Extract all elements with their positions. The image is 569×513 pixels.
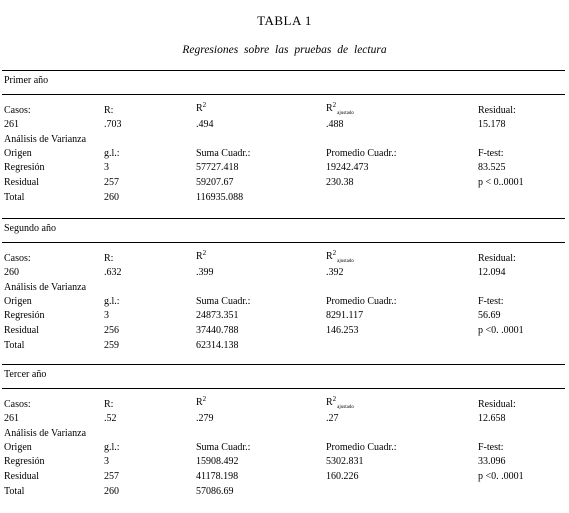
gl-header: g.l.: — [104, 442, 120, 453]
r-squared-adjusted-value: .27 — [326, 413, 339, 424]
residual-promedio: 230.38 — [326, 177, 354, 188]
r-squared-exponent: 2 — [332, 101, 337, 109]
promedio-header: Promedio Cuadr.: — [326, 296, 397, 307]
regresion-suma: 57727.418 — [196, 162, 239, 173]
ftest-header: F-test: — [478, 442, 504, 453]
r-squared-base: R — [196, 397, 203, 408]
regresion-label: Regresión — [4, 162, 45, 173]
total-suma: 62314.138 — [196, 340, 239, 351]
casos-label: Casos: — [4, 105, 31, 116]
residual-header-label: Residual: — [478, 399, 516, 410]
residual-row-label: Residual — [4, 177, 39, 188]
r-squared-exponent: 2 — [332, 249, 337, 257]
residual-gl: 257 — [104, 471, 119, 482]
r-squared-adjusted-subscript: ajustado — [337, 405, 354, 410]
r-squared-exponent: 2 — [332, 395, 337, 403]
residual-header-label: Residual: — [478, 105, 516, 116]
regresion-promedio: 5302.831 — [326, 456, 364, 467]
residual-gl: 257 — [104, 177, 119, 188]
section-title: Primer año — [4, 75, 49, 86]
casos-value: 261 — [4, 119, 19, 130]
r-squared-label — [196, 251, 206, 263]
r-squared-value: .494 — [196, 119, 214, 130]
anova-label: Análisis de Varianza — [4, 428, 87, 439]
total-label: Total — [4, 340, 25, 351]
residual-value: 12.658 — [478, 413, 506, 424]
gl-header: g.l.: — [104, 148, 120, 159]
r-value: .703 — [104, 119, 122, 130]
r-squared-adjusted-subscript: ajustado — [337, 259, 354, 264]
r-squared-adjusted-value: .488 — [326, 119, 344, 130]
residual-value: 15.178 — [478, 119, 506, 130]
total-gl: 260 — [104, 192, 119, 203]
r-squared-adjusted-subscript: ajustado — [337, 111, 354, 116]
promedio-header: Promedio Cuadr.: — [326, 148, 397, 159]
casos-value: 260 — [4, 267, 19, 278]
regresion-label: Regresión — [4, 456, 45, 467]
section-title: Segundo año — [4, 223, 56, 234]
r-squared-label — [196, 103, 206, 115]
r-label: R: — [104, 399, 114, 410]
suma-header: Suma Cuadr.: — [196, 296, 251, 307]
r-squared-adjusted-label — [326, 103, 354, 117]
residual-row-label: Residual — [4, 471, 39, 482]
gl-header: g.l.: — [104, 296, 120, 307]
total-gl: 259 — [104, 340, 119, 351]
origen-header: Origen — [4, 296, 32, 307]
r-value: .632 — [104, 267, 122, 278]
r-squared-value: .279 — [196, 413, 214, 424]
regresion-suma: 15908.492 — [196, 456, 239, 467]
residual-p: p <0. .0001 — [478, 325, 524, 336]
regresion-gl: 3 — [104, 310, 109, 321]
suma-header: Suma Cuadr.: — [196, 442, 251, 453]
regresion-gl: 3 — [104, 456, 109, 467]
regresion-f: 33.096 — [478, 456, 506, 467]
total-label: Total — [4, 486, 25, 497]
ftest-header: F-test: — [478, 296, 504, 307]
total-suma: 116935.088 — [196, 192, 244, 203]
r-squared-exponent: 2 — [202, 101, 207, 109]
r-squared-base: R — [326, 251, 333, 262]
ftest-header: F-test: — [478, 148, 504, 159]
residual-gl: 256 — [104, 325, 119, 336]
total-suma: 57086.69 — [196, 486, 234, 497]
residual-suma: 59207.67 — [196, 177, 234, 188]
casos-label: Casos: — [4, 253, 31, 264]
regresion-gl: 3 — [104, 162, 109, 173]
r-squared-base: R — [196, 103, 203, 114]
residual-suma: 37440.788 — [196, 325, 239, 336]
r-squared-exponent: 2 — [202, 249, 207, 257]
origen-header: Origen — [4, 442, 32, 453]
section-title: Tercer año — [4, 369, 47, 380]
section-header-rule — [2, 242, 565, 243]
casos-label: Casos: — [4, 399, 31, 410]
residual-suma: 41178.198 — [196, 471, 239, 482]
regresion-f: 56.69 — [478, 310, 501, 321]
r-squared-base: R — [326, 397, 333, 408]
r-squared-value: .399 — [196, 267, 214, 278]
regresion-promedio: 19242.473 — [326, 162, 369, 173]
total-label: Total — [4, 192, 25, 203]
r-label: R: — [104, 253, 114, 264]
residual-value: 12.094 — [478, 267, 506, 278]
regresion-f: 83.525 — [478, 162, 506, 173]
regresion-promedio: 8291.117 — [326, 310, 364, 321]
table-subtitle: Regresiones sobre las pruebas de lectura — [182, 44, 387, 56]
origen-header: Origen — [4, 148, 32, 159]
anova-label: Análisis de Varianza — [4, 134, 87, 145]
r-squared-adjusted-label — [326, 397, 354, 411]
casos-value: 261 — [4, 413, 19, 424]
section-header-rule — [2, 94, 565, 95]
anova-label: Análisis de Varianza — [4, 282, 87, 293]
r-squared-adjusted-value: .392 — [326, 267, 344, 278]
regresion-suma: 24873.351 — [196, 310, 239, 321]
suma-header: Suma Cuadr.: — [196, 148, 251, 159]
r-value: .52 — [104, 413, 117, 424]
r-squared-adjusted-label — [326, 251, 354, 265]
regresion-label: Regresión — [4, 310, 45, 321]
residual-row-label: Residual — [4, 325, 39, 336]
r-squared-base: R — [196, 251, 203, 262]
residual-p: p <0. .0001 — [478, 471, 524, 482]
residual-p: p < 0..0001 — [478, 177, 524, 188]
promedio-header: Promedio Cuadr.: — [326, 442, 397, 453]
total-gl: 260 — [104, 486, 119, 497]
r-squared-base: R — [326, 103, 333, 114]
r-squared-label — [196, 397, 206, 409]
residual-promedio: 146.253 — [326, 325, 359, 336]
residual-header-label: Residual: — [478, 253, 516, 264]
section-header-rule — [2, 388, 565, 389]
section-top-rule — [2, 364, 565, 365]
r-squared-exponent: 2 — [202, 395, 207, 403]
residual-promedio: 160.226 — [326, 471, 359, 482]
section-top-rule — [2, 218, 565, 219]
r-label: R: — [104, 105, 114, 116]
table-title: TABLA 1 — [257, 13, 312, 28]
section-top-rule — [2, 70, 565, 71]
